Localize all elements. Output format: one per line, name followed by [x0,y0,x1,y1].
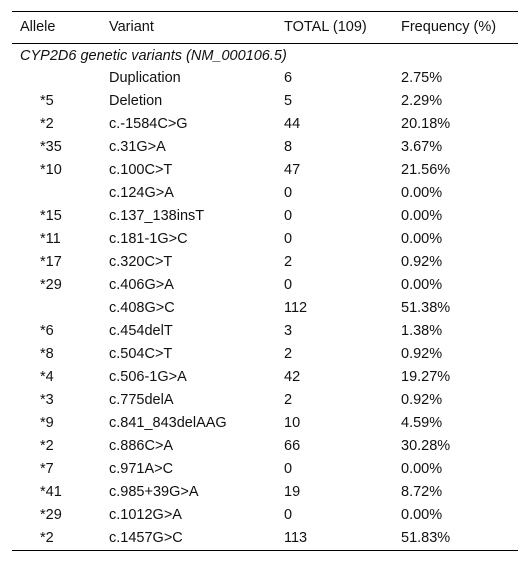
total-cell: 0 [284,461,293,477]
total-cell: 44 [284,116,301,132]
variant-cell: c.504C>T [109,346,173,362]
variant-cell: c.454delT [109,323,173,339]
total-cell: 2 [284,392,293,408]
table-row [12,136,518,159]
allele-cell: *11 [40,231,61,247]
frequency-cell: 21.56% [401,162,451,178]
frequency-cell: 0.00% [401,231,443,247]
total-cell: 5 [284,93,293,109]
total-cell: 8 [284,139,293,155]
header-variant: Variant [109,12,284,44]
total-cell: 0 [284,208,293,224]
variant-cell: c.886C>A [109,438,174,454]
frequency-cell: 3.67% [401,139,443,155]
variant-cell: c.181-1G>C [109,231,188,247]
total-cell: 3 [284,323,293,339]
variant-cell: c.124G>A [109,185,174,201]
variant-cell: c.100C>T [109,162,173,178]
frequency-cell: 0.92% [401,254,443,270]
total-cell: 0 [284,507,293,523]
allele-cell: *41 [40,484,62,500]
variant-cell: c.408G>C [109,300,175,316]
frequency-cell: 4.59% [401,415,443,431]
frequency-cell: 51.83% [401,527,518,551]
allele-cell: *6 [40,323,54,339]
frequency-cell: 2.29% [401,93,443,109]
frequency-cell: 19.27% [401,369,451,385]
table-row [12,297,518,320]
total-cell: 6 [284,70,293,86]
variant-cell: c.841_843delAAG [109,415,227,431]
total-cell: 42 [284,369,301,385]
total-cell: 2 [284,346,293,362]
allele-cell: *2 [40,116,54,132]
cyp2d6-variants-table [12,11,518,551]
total-cell: 0 [284,277,293,293]
table-row [12,90,518,113]
table-row [12,182,518,205]
table-row [12,435,518,458]
frequency-cell: 0.00% [401,208,443,224]
table-row [12,274,518,297]
variants-table-container [12,11,518,551]
table-row [12,458,518,481]
allele-cell: *10 [40,162,62,178]
variant-cell: c.506-1G>A [109,369,187,385]
total-cell: 10 [284,415,301,431]
allele-cell: *4 [40,369,54,385]
total-cell: 0 [284,185,293,201]
variant-cell: c.31G>A [109,139,166,155]
table-row [12,527,518,551]
frequency-cell: 8.72% [401,484,443,500]
table-row [12,320,518,343]
table-row [12,504,518,527]
allele-cell: *3 [40,392,54,408]
variant-cell: Deletion [109,93,163,109]
allele-cell: *15 [40,208,62,224]
variant-cell: c.320C>T [109,254,173,270]
total-cell: 47 [284,162,301,178]
variant-cell: c.1457G>C [109,527,284,551]
table-row [12,343,518,366]
allele-cell: *29 [40,277,62,293]
variant-cell: c.775delA [109,392,174,408]
frequency-cell: 0.00% [401,185,443,201]
frequency-cell: 30.28% [401,438,451,454]
frequency-cell: 1.38% [401,323,443,339]
allele-cell: *17 [40,254,62,270]
allele-cell: *9 [40,415,54,431]
total-cell: 113 [284,527,401,551]
table-row [12,389,518,412]
frequency-cell: 0.00% [401,277,443,293]
variant-cell: c.137_138insT [109,208,205,224]
allele-cell: *2 [40,438,54,454]
allele-cell [12,182,109,205]
header-frequency: Frequency (%) [401,12,518,44]
header-row [12,12,518,44]
table-header [12,12,518,44]
allele-cell: *29 [40,507,62,523]
table-row [12,67,518,90]
variant-cell: c.971A>C [109,461,174,477]
total-cell: 2 [284,254,293,270]
allele-cell: *7 [40,461,54,477]
variant-cell: c.985+39G>A [109,484,199,500]
frequency-cell: 2.75% [401,70,443,86]
frequency-cell: 0.00% [401,507,443,523]
frequency-cell: 20.18% [401,116,451,132]
variant-cell: c.406G>A [109,277,174,293]
total-cell: 19 [284,484,301,500]
allele-cell: *35 [40,139,62,155]
table-row [12,251,518,274]
table-body [12,44,518,551]
frequency-cell: 51.38% [401,300,451,316]
allele-cell: *8 [40,346,54,362]
variant-cell: c.-1584C>G [109,116,188,132]
frequency-cell: 0.92% [401,346,443,362]
table-row [12,412,518,435]
table-row [12,113,518,136]
allele-cell: *5 [40,93,54,109]
header-allele: Allele [12,12,109,44]
frequency-cell: 0.92% [401,392,443,408]
section-row [12,44,518,68]
table-row [12,481,518,504]
table-row [12,205,518,228]
table-row [12,366,518,389]
allele-cell: *2 [12,527,109,551]
frequency-cell: 0.00% [401,461,443,477]
section-title: CYP2D6 genetic variants (NM_000106.5) [20,48,287,64]
variant-cell: c.1012G>A [109,507,182,523]
table-row [12,159,518,182]
table-row [12,228,518,251]
header-total: TOTAL (109) [284,12,401,44]
variant-cell: Duplication [109,70,181,86]
total-cell: 0 [284,231,293,247]
allele-cell [12,67,109,90]
total-cell: 66 [284,438,301,454]
total-cell: 112 [284,300,308,316]
allele-cell [12,297,109,320]
